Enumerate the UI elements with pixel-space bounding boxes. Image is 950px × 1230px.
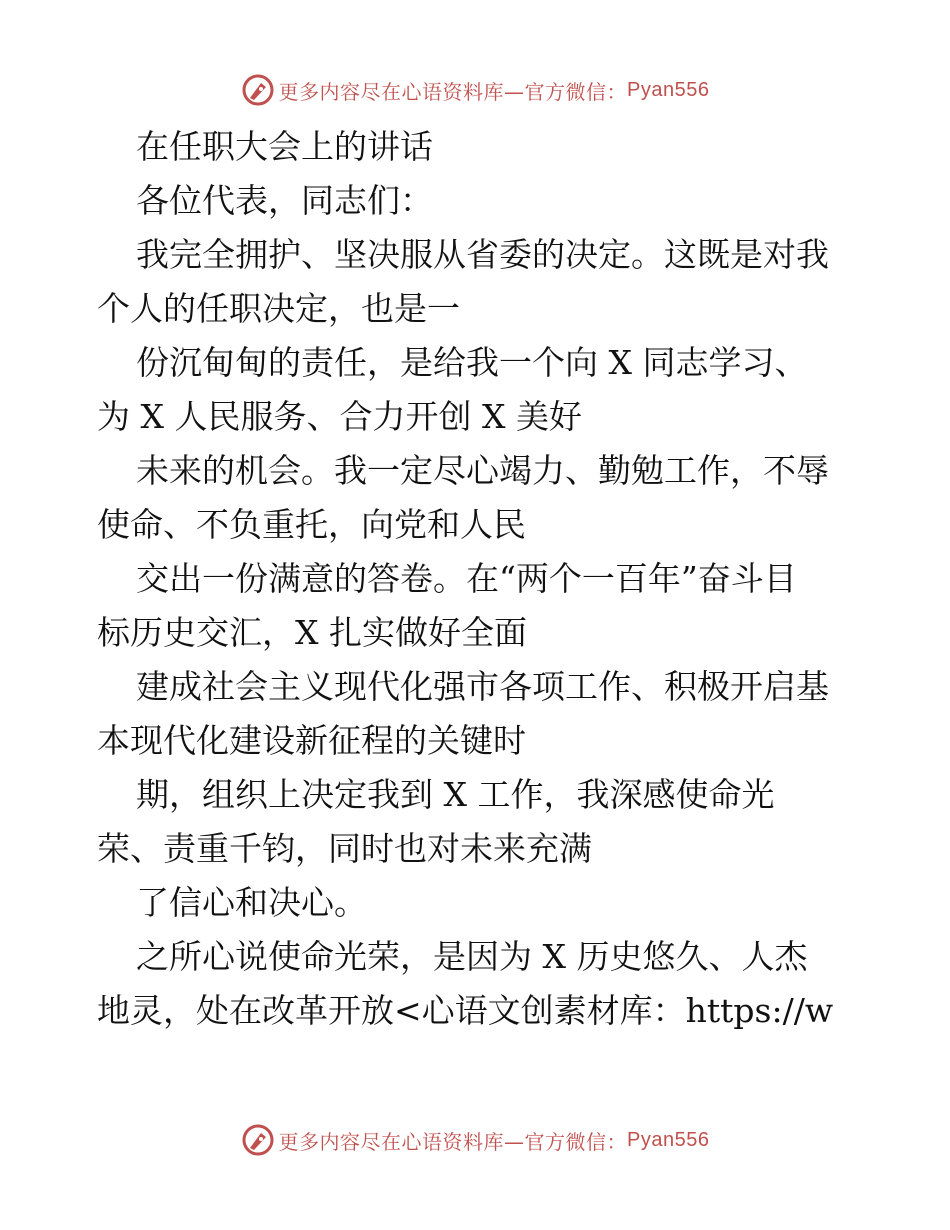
text-line: 交出一份满意的答卷。在“两个一百年”奋斗目 [136,559,797,598]
banner-text: 更多内容尽在心语资料库—官方微信： [278,1129,628,1154]
text-line: 荣、责重千钧，同时也对未来充满 [97,829,592,868]
pen-nib-circle-icon [241,73,275,107]
header-banner [0,70,950,110]
text-line: 份沉甸甸的责任，是给我一个向 X 同志学习、 [136,343,808,382]
banner-wechat-id: Pyan556 [627,1128,710,1151]
text-line: 在任职大会上的讲话 [136,127,433,166]
text-line: 标历史交汇，X 扎实做好全面 [97,613,527,652]
footer-banner [0,1120,950,1160]
text-line: 我完全拥护、坚决服从省委的决定。这既是对我 [136,235,829,274]
text-line: 本现代化建设新征程的关键时 [97,721,526,760]
text-line: 各位代表，同志们： [136,181,433,220]
text-line: 地灵，处在改革开放<心语文创素材库：https://w [97,991,834,1030]
text-line: 了信心和决心。 [136,883,367,922]
document-body [97,120,857,1038]
text-line: 个人的任职决定，也是一 [97,289,460,328]
text-line: 之所心说使命光荣，是因为 X 历史悠久、人杰 [136,937,808,976]
text-line: 未来的机会。我一定尽心竭力、勤勉工作，不辱 [136,451,829,490]
text-line: 使命、不负重托，向党和人民 [97,505,526,544]
banner-wechat-id: Pyan556 [627,78,710,101]
text-line: 建成社会主义现代化强市各项工作、积极开启基 [136,667,829,706]
banner-text: 更多内容尽在心语资料库—官方微信： [278,79,628,104]
text-line: 为 X 人民服务、合力开创 X 美好 [97,397,582,436]
text-line: 期，组织上决定我到 X 工作，我深感使命光 [136,775,775,814]
pen-nib-circle-icon [241,1123,275,1157]
